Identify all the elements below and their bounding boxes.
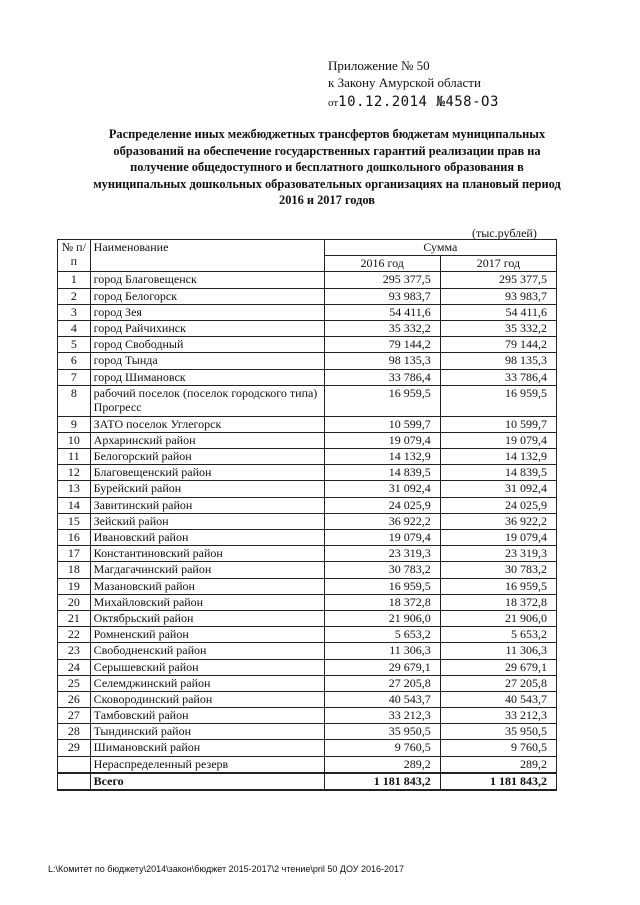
table-row: [58, 578, 557, 594]
table-row: [58, 546, 557, 562]
header-sum: Сумма: [324, 240, 556, 256]
row-name: город Благовещенск: [90, 272, 324, 288]
table-row: [58, 432, 557, 448]
table-row: [58, 643, 557, 659]
table-row: [58, 320, 557, 336]
header-name: Наименование: [90, 240, 324, 272]
row-name: Завитинский район: [90, 497, 324, 513]
row-name: Мазановский район: [90, 578, 324, 594]
row-name: Белогорский район: [90, 449, 324, 465]
row-name: Нераспределенный резерв: [90, 756, 324, 773]
row-value-2016: 27 205,8: [324, 675, 440, 691]
row-name: рабочий поселок (поселок городского типа) Прогресс: [90, 385, 324, 416]
row-name: Шимановский район: [90, 740, 324, 756]
table-row: [58, 337, 557, 353]
row-number: 4: [58, 320, 91, 336]
file-path-footer: L:\Комитет по бюджету\2014\закон\бюджет 2015-2017\2 чтение\pril 50 ДОУ 2016-2017: [48, 864, 405, 874]
row-value-2016: 19 079,4: [324, 432, 440, 448]
row-name: Селемджинский район: [90, 675, 324, 691]
table-row: [58, 627, 557, 643]
row-name: Магдагачинский район: [90, 562, 324, 578]
row-number: 18: [58, 562, 91, 578]
row-name: Сковородинский район: [90, 691, 324, 707]
row-name: Свободненский район: [90, 643, 324, 659]
row-value-2017: 35 332,2: [440, 320, 556, 336]
date-prefix: от: [328, 97, 339, 109]
row-number: 26: [58, 691, 91, 707]
table-row: [58, 756, 557, 773]
row-value-2017: 33 212,3: [440, 708, 556, 724]
row-value-2016: 29 679,1: [324, 659, 440, 675]
total-row: [58, 773, 557, 790]
row-number: 7: [58, 369, 91, 385]
row-number: 12: [58, 465, 91, 481]
row-value-2017: 295 377,5: [440, 272, 556, 288]
row-value-2017: 19 079,4: [440, 432, 556, 448]
row-value-2017: 19 079,4: [440, 530, 556, 546]
row-name: Ивановский район: [90, 530, 324, 546]
table-row: [58, 594, 557, 610]
document-title: Распределение иных межбюджетных трансфертов бюджетам муниципальных образований на обеспечение государственных гарантий реализации прав на получение общедоступного и бесплатного дошкольного образования в муниципальных дошкольных образовательных организациях на плановый период 2016 и 2017 годов: [93, 127, 561, 208]
row-number: 29: [58, 740, 91, 756]
row-name: Ромненский район: [90, 627, 324, 643]
row-value-2016: 295 377,5: [324, 272, 440, 288]
row-value-2017: 40 543,7: [440, 691, 556, 707]
row-value-2017: 5 653,2: [440, 627, 556, 643]
header-number: № п/п: [58, 240, 91, 272]
row-value-2017: 16 959,5: [440, 385, 556, 416]
table-row: [58, 465, 557, 481]
row-name: Тамбовский район: [90, 708, 324, 724]
table-row: [58, 724, 557, 740]
total-2016: 1 181 843,2: [324, 773, 440, 790]
row-number: 23: [58, 643, 91, 659]
row-number: 22: [58, 627, 91, 643]
row-name: город Райчихинск: [90, 320, 324, 336]
row-value-2017: 35 950,5: [440, 724, 556, 740]
row-number: 10: [58, 432, 91, 448]
row-value-2016: 31 092,4: [324, 481, 440, 497]
row-number: 19: [58, 578, 91, 594]
row-value-2016: 289,2: [324, 756, 440, 773]
row-number: 20: [58, 594, 91, 610]
row-value-2016: 11 306,3: [324, 643, 440, 659]
table-row: [58, 481, 557, 497]
table-row: [58, 497, 557, 513]
row-name: Бурейский район: [90, 481, 324, 497]
row-value-2016: 14 132,9: [324, 449, 440, 465]
table-row: [58, 416, 557, 432]
row-number: 8: [58, 385, 91, 416]
row-value-2017: 24 025,9: [440, 497, 556, 513]
row-value-2017: 93 983,7: [440, 288, 556, 304]
row-name: Михайловский район: [90, 594, 324, 610]
row-number: [58, 756, 91, 773]
row-number: 11: [58, 449, 91, 465]
row-value-2016: 24 025,9: [324, 497, 440, 513]
row-name: Серышевский район: [90, 659, 324, 675]
row-number: 13: [58, 481, 91, 497]
row-value-2017: 289,2: [440, 756, 556, 773]
row-name: ЗАТО поселок Углегорск: [90, 416, 324, 432]
row-value-2017: 98 135,3: [440, 353, 556, 369]
row-name: город Свободный: [90, 337, 324, 353]
row-number: 16: [58, 530, 91, 546]
row-value-2016: 35 332,2: [324, 320, 440, 336]
row-value-2016: 54 411,6: [324, 304, 440, 320]
table-row: [58, 562, 557, 578]
row-number: 5: [58, 337, 91, 353]
row-value-2017: 36 922,2: [440, 513, 556, 529]
row-value-2016: 33 786,4: [324, 369, 440, 385]
row-name: Тындинский район: [90, 724, 324, 740]
appendix-header: [328, 57, 499, 112]
table-row: [58, 691, 557, 707]
table-row: [58, 530, 557, 546]
row-name: город Зея: [90, 304, 324, 320]
row-name: Октябрьский район: [90, 610, 324, 626]
row-value-2017: 79 144,2: [440, 337, 556, 353]
row-name: город Тында: [90, 353, 324, 369]
law-date-line: [328, 93, 499, 112]
row-number: 3: [58, 304, 91, 320]
table-row: [58, 369, 557, 385]
row-value-2017: 54 411,6: [440, 304, 556, 320]
row-value-2017: 9 760,5: [440, 740, 556, 756]
total-number: [58, 773, 91, 790]
row-value-2016: 21 906,0: [324, 610, 440, 626]
table-row: [58, 675, 557, 691]
row-value-2016: 5 653,2: [324, 627, 440, 643]
total-label: Всего: [90, 773, 324, 790]
table-row: [58, 513, 557, 529]
row-value-2016: 98 135,3: [324, 353, 440, 369]
row-value-2016: 19 079,4: [324, 530, 440, 546]
table-row: [58, 610, 557, 626]
row-number: 24: [58, 659, 91, 675]
row-number: 2: [58, 288, 91, 304]
table-row: [58, 449, 557, 465]
row-value-2016: 16 959,5: [324, 385, 440, 416]
row-number: 9: [58, 416, 91, 432]
table-row: [58, 659, 557, 675]
row-value-2017: 14 132,9: [440, 449, 556, 465]
row-number: 21: [58, 610, 91, 626]
table-row: [58, 740, 557, 756]
appendix-number: Приложение № 50: [328, 58, 430, 73]
row-number: 14: [58, 497, 91, 513]
row-name: Архаринский район: [90, 432, 324, 448]
row-value-2016: 16 959,5: [324, 578, 440, 594]
row-name: город Шимановск: [90, 369, 324, 385]
header-2016: 2016 год: [324, 256, 440, 272]
row-number: 25: [58, 675, 91, 691]
row-value-2017: 31 092,4: [440, 481, 556, 497]
row-value-2016: 33 212,3: [324, 708, 440, 724]
row-value-2016: 9 760,5: [324, 740, 440, 756]
total-2017: 1 181 843,2: [440, 773, 556, 790]
row-value-2017: 29 679,1: [440, 659, 556, 675]
row-value-2017: 30 783,2: [440, 562, 556, 578]
row-value-2017: 21 906,0: [440, 610, 556, 626]
row-value-2017: 16 959,5: [440, 578, 556, 594]
row-value-2017: 11 306,3: [440, 643, 556, 659]
table-row: [58, 353, 557, 369]
row-number: 6: [58, 353, 91, 369]
row-number: 15: [58, 513, 91, 529]
transfers-table: [57, 239, 557, 791]
unit-label: (тыс.рублей): [472, 226, 537, 240]
row-value-2016: 10 599,7: [324, 416, 440, 432]
row-name: Константиновский район: [90, 546, 324, 562]
row-value-2016: 23 319,3: [324, 546, 440, 562]
header-2017: 2017 год: [440, 256, 556, 272]
row-value-2017: 18 372,8: [440, 594, 556, 610]
row-value-2017: 23 319,3: [440, 546, 556, 562]
row-value-2016: 36 922,2: [324, 513, 440, 529]
row-value-2016: 40 543,7: [324, 691, 440, 707]
row-name: Благовещенский район: [90, 465, 324, 481]
table-row: [58, 304, 557, 320]
table-row: [58, 272, 557, 288]
row-name: город Белогорск: [90, 288, 324, 304]
row-value-2017: 14 839,5: [440, 465, 556, 481]
row-value-2016: 14 839,5: [324, 465, 440, 481]
row-number: 17: [58, 546, 91, 562]
row-value-2016: 93 983,7: [324, 288, 440, 304]
row-value-2017: 33 786,4: [440, 369, 556, 385]
row-number: 28: [58, 724, 91, 740]
table-row: [58, 385, 557, 416]
row-number: 27: [58, 708, 91, 724]
law-reference: к Закону Амурской области: [328, 75, 481, 90]
row-name: Зейский район: [90, 513, 324, 529]
row-value-2017: 10 599,7: [440, 416, 556, 432]
row-value-2016: 79 144,2: [324, 337, 440, 353]
row-number: 1: [58, 272, 91, 288]
table-body: [58, 272, 557, 790]
row-value-2017: 27 205,8: [440, 675, 556, 691]
law-date-stamp: 10.12.2014 №458-ОЗ: [338, 94, 499, 110]
row-value-2016: 35 950,5: [324, 724, 440, 740]
row-value-2016: 30 783,2: [324, 562, 440, 578]
table-row: [58, 708, 557, 724]
table-row: [58, 288, 557, 304]
row-value-2016: 18 372,8: [324, 594, 440, 610]
